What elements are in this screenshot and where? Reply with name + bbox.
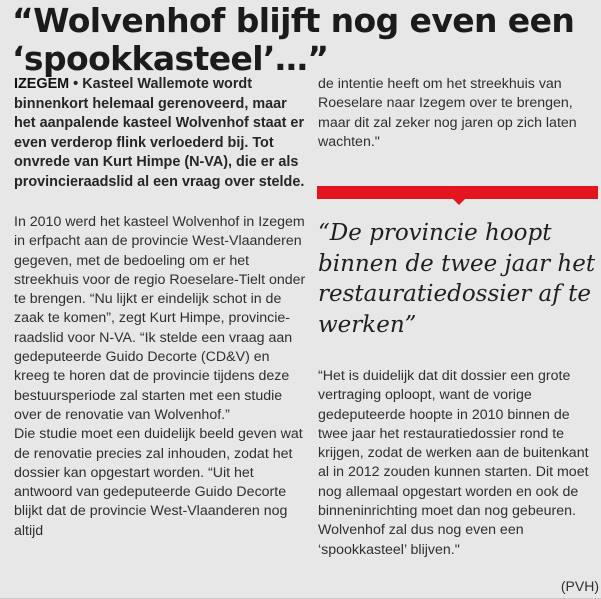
headline: “Wolvenhof blijft nog even een ‘spookkasteel’…” (12, 1, 575, 78)
body-paragraph-1: In 2010 werd het kasteel Wolvenhof in Izegem in erfpacht aan de provincie West-Vlaanderen gegeven, met de bedoeling om er het streekhuis voor de regio Roeselare-Tielt onder te brengen. “Nu lijkt er eindelijk schot in de zaak te komen”, zegt Kurt Himpe, provincieraadslid voor N-VA. “Ik stelde een vraag aan gedeputeerde Guido Decorte (CD&V) en kreeg te horen dat de provincie tijdens deze bestuursperiode zal starten met een studie over de renovatie van Wolvenhof.” (14, 214, 306, 423)
byline: (PVH) (560, 578, 599, 594)
right-column-bottom (318, 367, 600, 560)
dateline-separator: • (69, 76, 83, 92)
intro-paragraph (14, 75, 306, 192)
body-paragraph-3: “Het is duidelijk dat dit dossier een grote vertraging oploopt, want de vorige gedeputeerde hoopte in 2010 binnen de twee jaar het restauratiedossier rond te krijgen, zodat de werken aan de buitenkant al in 2012 zouden kunnen starten. Dit moet nog allemaal opgestart worden en ook de binneninrichting moet dan nog gebeuren. Wolvenhof zal dus nog even een ‘spookkasteel’ blijven." (318, 368, 589, 558)
intro-text: Kasteel Wallemote wordt binnenkort helemaal gerenoveerd, maar het aanpalende kasteel Wolvenhof staat er even verderop flink verloederd bij. Tot onvrede van Kurt Himpe (N-VA), die er als provincieraadslid al een vraag over stelde. (14, 76, 305, 190)
pull-quote-divider (317, 186, 598, 199)
pull-quote: “De provincie hoopt binnen de twee jaar het restauratiedossier af te werken” (318, 220, 596, 338)
dateline-place: IZEGEM (14, 76, 70, 92)
left-column (14, 75, 306, 541)
body-paragraph-continued: de intentie heeft om het streekhuis van Roeselare naar Izegem over te brengen, maar dit zal zeker nog jaren op zich laten wachten." (318, 76, 577, 150)
right-column-top (318, 75, 600, 152)
body-paragraph-2: Die studie moet een duidelijk beeld geven wat de renovatie precies zal inhouden, zodat het dossier kan opgestart worden. “Uit het antwoord van gedeputeerde Guido Decorte blijkt dat de provincie West-Vlaanderen nog altijd (14, 426, 303, 539)
